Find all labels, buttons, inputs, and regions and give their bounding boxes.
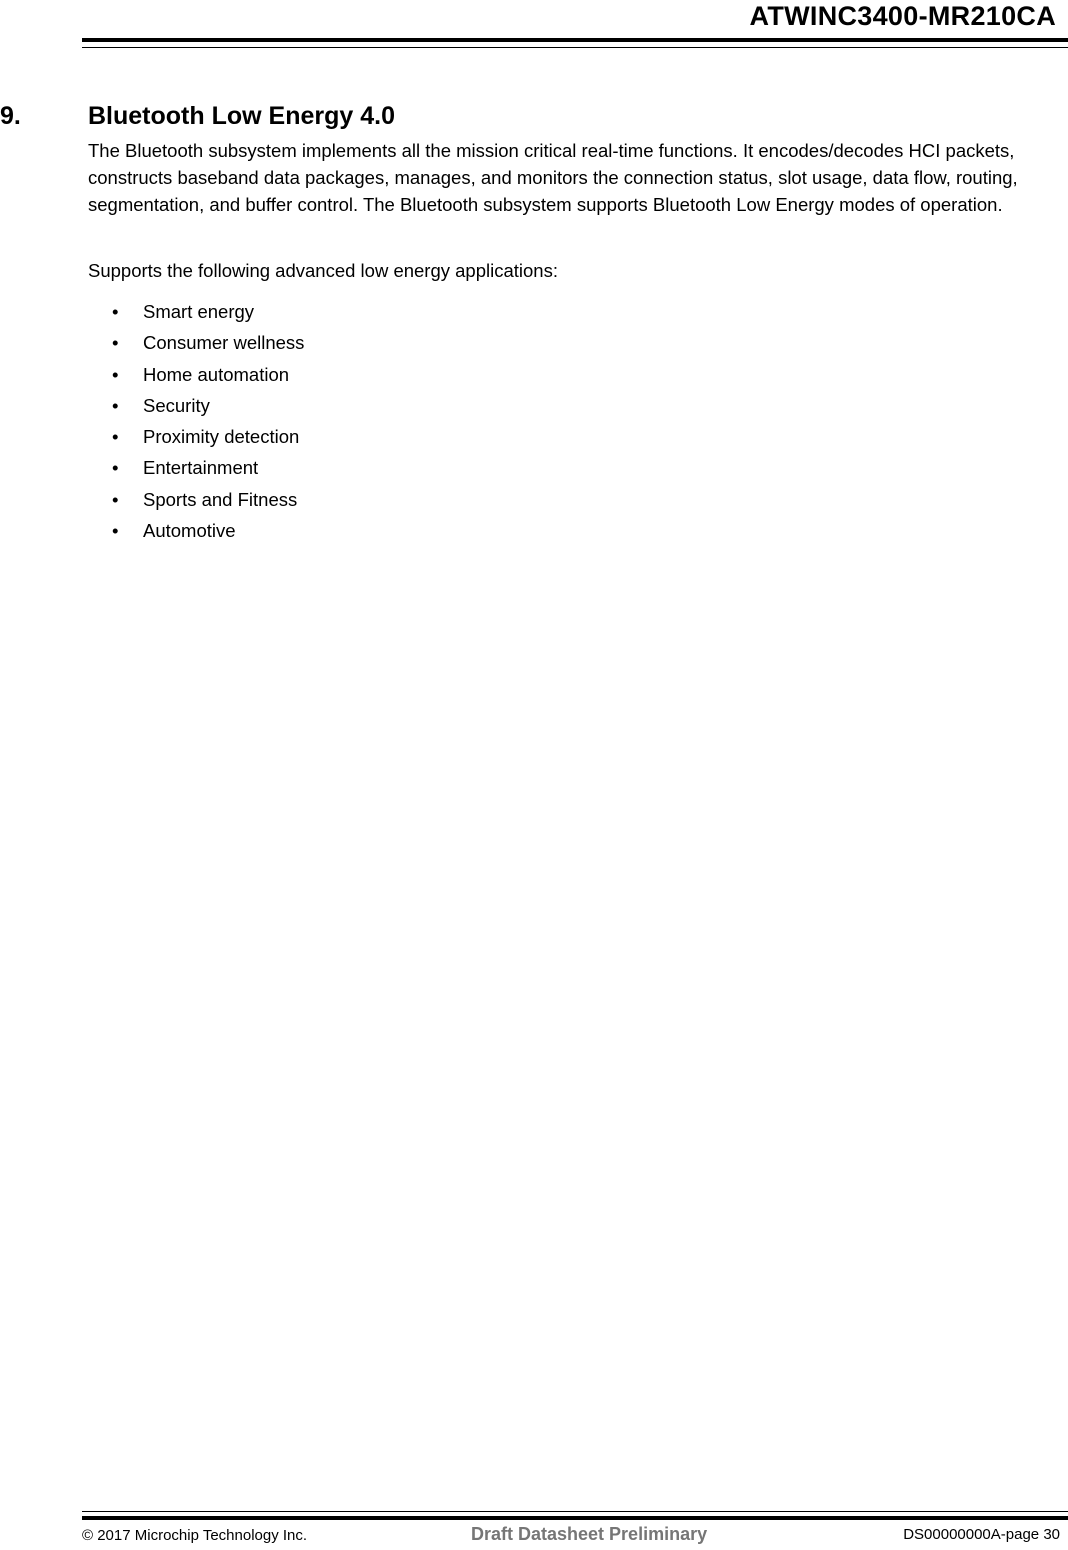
section-number: 9. [0,102,21,130]
list-item-text: Sports and Fitness [143,488,298,510]
bullet-icon: • [112,426,119,448]
footer-status: Draft Datasheet Preliminary [471,1524,708,1544]
paragraph-intro: The Bluetooth subsystem implements all the mission critical real-time functions. It encodes/decodes HCI packets, constructs baseband data packages, manages, and monitors the connection status, slot usage, data flow, routing, segmentation, and buffer control. The Bluetooth subsystem supports Bluetooth Low Energy modes of operation. [88,140,1018,215]
bullet-icon: • [112,301,119,322]
footer-page-ref: DS00000000A-page 30 [903,1526,1060,1543]
bullet-icon: • [112,520,119,542]
footer-rule-thick [82,1516,1068,1520]
section-title: Bluetooth Low Energy 4.0 [88,102,395,130]
header-rule-thick [82,38,1068,42]
bullet-icon: • [112,394,119,416]
footer-copyright: © 2017 Microchip Technology Inc. [82,1527,308,1544]
footer-rule-thin [82,1511,1068,1512]
paragraph-applications: Supports the following advanced low energy applications: [88,260,558,281]
bullet-icon: • [112,363,119,385]
list-item-text: Automotive [143,520,236,542]
list-item-text: Entertainment [143,457,259,479]
bullet-icon: • [112,332,119,354]
list-item-text: Consumer wellness [143,332,305,354]
bullet-icon: • [112,488,119,510]
list-item-text: Home automation [143,363,290,385]
list-item-text: Smart energy [143,301,255,322]
document-title: ATWINC3400-MR210CA [749,1,1056,31]
list-item-text: Proximity detection [143,426,300,448]
bullet-icon: • [112,457,119,479]
list-item-text: Security [143,394,210,416]
section-heading [0,100,395,132]
header-rule-thin [82,47,1068,48]
